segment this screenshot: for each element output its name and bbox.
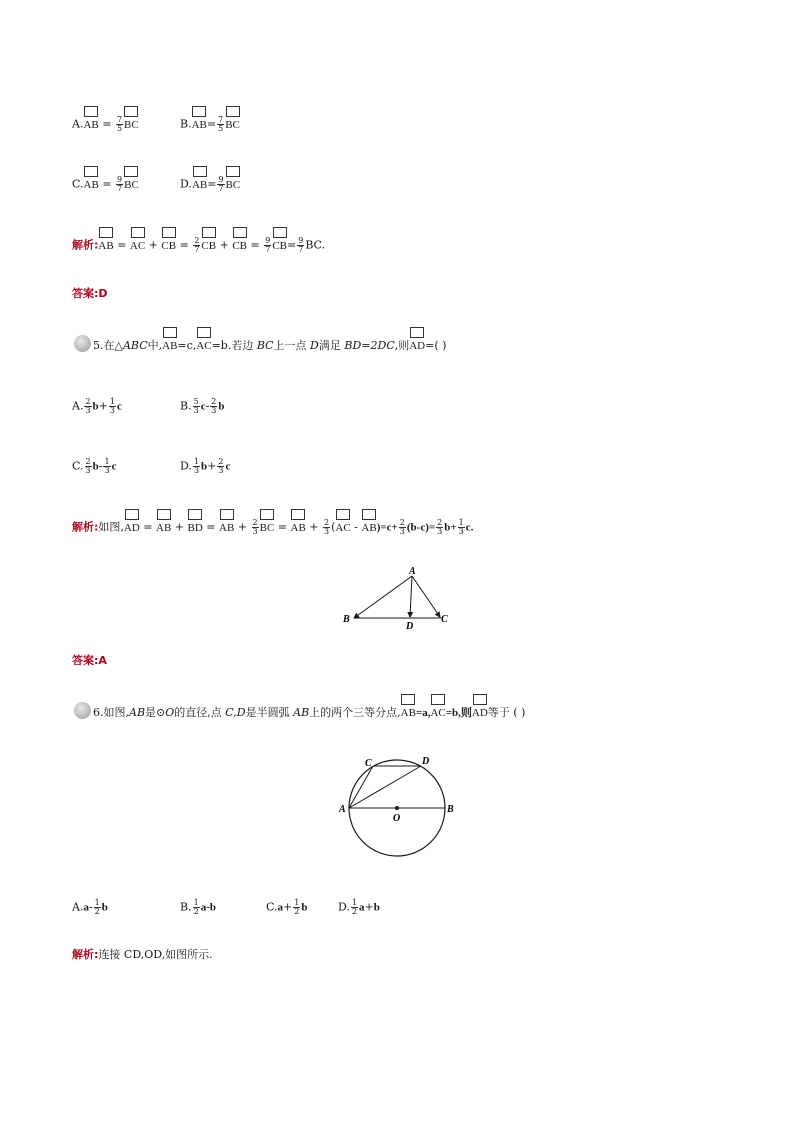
q5-option-d[interactable]: D. $\frac{1}{3}$ b+ $\frac{2}{3}$ c [180, 457, 231, 475]
q4-solution: 解析:AB = AC + CB = $\frac{2}{7}$ CB + CB = $\frac{9}{7}$ CB= $\frac{9}{7}$ BC. [72, 236, 326, 254]
chord-ac [349, 766, 373, 808]
q5-stem: 5.在△ABC中,AB=c,AC=b.若边 BC上一点 D满足 BD=2DC,则AD=( ) [93, 339, 447, 352]
question-bullet-icon [74, 702, 91, 719]
q5-option-b[interactable]: B. $\frac{5}{3}$ c- $\frac{2}{3}$ b [180, 397, 225, 415]
q4-option-a[interactable]: A.AB = $\frac{7}{5}$ BC [72, 115, 139, 133]
triangle-figure [340, 564, 452, 632]
q4-option-b[interactable]: B.AB= $\frac{7}{5}$ BC [180, 115, 240, 133]
point-label-a: A [339, 804, 346, 815]
q6-solution: 解析:连接 CD,OD,如图所示. [72, 948, 213, 961]
point-label-b: B [447, 804, 454, 815]
point-label-o: O [393, 813, 401, 824]
q6-option-d[interactable]: D. $\frac{1}{2}$ a+b [338, 898, 380, 916]
center-o-dot [395, 806, 399, 810]
q5-option-a[interactable]: A. $\frac{2}{3}$ b+ $\frac{1}{3}$ c [72, 397, 122, 415]
q4-option-d[interactable]: D.AB= $\frac{9}{7}$ BC [180, 175, 241, 193]
q5-solution: 解析:如图,AD = AB + BD = AB + $\frac{2}{3}$ BC = AB + $\frac{2}{3}$ (AC - AB)=c+ $\frac{2}{3}$ (b-c)= $\frac{2}{3}$ b+ $\frac{1}{3}$ c. [72, 518, 474, 536]
q6-stem: 6.如图,AB是⊙O的直径,点 C,D是半圆弧 AB上的两个三等分点,AB=a,AC=b,则AD等于 ( ) [93, 706, 526, 719]
vector-ab [354, 576, 412, 618]
q5-answer: 答案:A [72, 654, 107, 667]
q6-option-b[interactable]: B. $\frac{1}{2}$ a-b [180, 898, 217, 916]
q5-option-c[interactable]: C. $\frac{2}{3}$ b- $\frac{1}{3}$ c [72, 457, 117, 475]
q6-option-a[interactable]: A.a- $\frac{1}{2}$ b [72, 898, 108, 916]
circle-figure [338, 752, 460, 860]
point-label-a: A [409, 566, 416, 577]
point-label-b: B [343, 614, 350, 625]
vector-ad [410, 576, 412, 617]
point-label-d: D [422, 756, 430, 767]
point-label-c: C [365, 758, 372, 769]
point-label-c: C [441, 614, 448, 625]
q6-option-c[interactable]: C.a+ $\frac{1}{2}$ b [266, 898, 308, 916]
chord-ad [349, 766, 421, 808]
point-label-d: D [406, 621, 414, 632]
vector-ac [412, 576, 440, 617]
q4-option-c[interactable]: C.AB = $\frac{9}{7}$ BC [72, 175, 139, 193]
q4-answer: 答案:D [72, 287, 108, 300]
question-bullet-icon [74, 335, 91, 352]
